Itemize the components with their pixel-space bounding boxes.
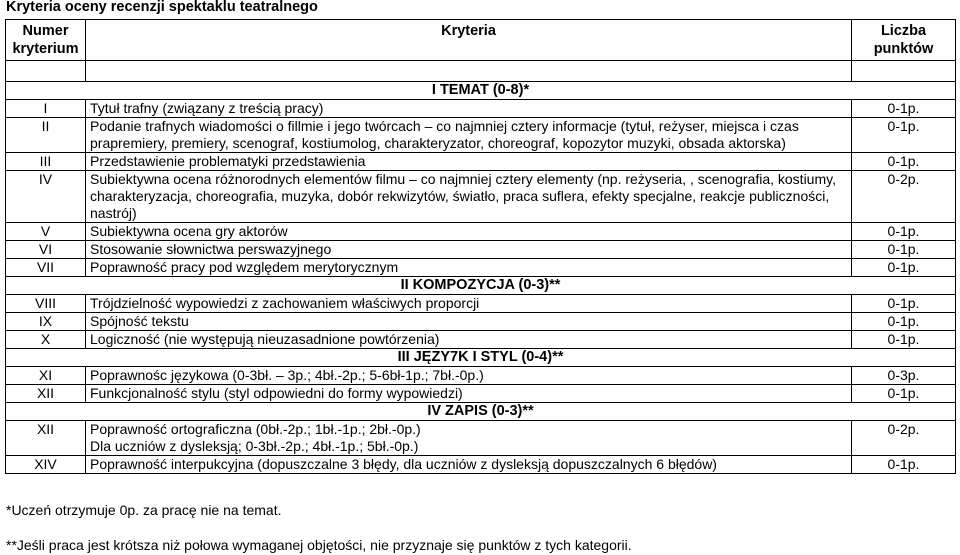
- section-row: [6, 82, 956, 100]
- criterion-num: IV: [6, 171, 86, 223]
- criterion-text: Funkcjonalność stylu (styl odpowiedni do formy wypowiedzi): [86, 385, 852, 403]
- criteria-table: [5, 19, 956, 474]
- footnote-topic: *Uczeń otrzymuje 0p. za pracę nie na temat.: [6, 502, 282, 518]
- criterion-num: III: [6, 153, 86, 171]
- criterion-num: VII: [6, 259, 86, 277]
- table-row: [6, 241, 956, 259]
- criterion-points: 0-1p.: [852, 385, 956, 403]
- criterion-num: V: [6, 223, 86, 241]
- criterion-points: 0-1p.: [852, 100, 956, 118]
- criterion-text: Przedstawienie problematyki przedstawienia: [86, 153, 852, 171]
- header-criteria: Kryteria: [86, 20, 852, 61]
- criterion-text: Poprawność interpukcyjna (dopuszczalne 3 błędy, dla uczniów z dysleksją dopuszczalnych 6 błędów): [86, 456, 852, 474]
- table-header-row: [6, 20, 956, 61]
- criterion-text: Subiektywna ocena gry aktorów: [86, 223, 852, 241]
- criterion-points: 0-1p.: [852, 223, 956, 241]
- criterion-text-dyslexia: Dla uczniów z dysleksją; 0-3bł.-2p.; 4bł.-1p.; 5bł.-0p.): [90, 438, 419, 454]
- blank-row: [6, 61, 956, 82]
- section-label: III JĘZY7K I STYL (0-4)**: [6, 349, 956, 367]
- criterion-text: Poprawność ortograficzna (0bł.-2p.; 1bł.-1p.; 2bł.-0p.): [90, 421, 421, 437]
- criterion-points: 0-1p.: [852, 118, 956, 153]
- table-row: [6, 456, 956, 474]
- criterion-text: Poprawność pracy pod względem merytorycznym: [86, 259, 852, 277]
- criterion-num: VI: [6, 241, 86, 259]
- criterion-num: II: [6, 118, 86, 153]
- table-row: [6, 118, 956, 153]
- section-label: I TEMAT (0-8)*: [6, 82, 956, 100]
- page-title: Kryteria oceny recenzji spektaklu teatralnego: [6, 0, 318, 15]
- criterion-num: XIV: [6, 456, 86, 474]
- table-row: [6, 421, 956, 456]
- table-row: [6, 313, 956, 331]
- criterion-points: 0-1p.: [852, 331, 956, 349]
- header-points: Liczba punktów: [852, 20, 956, 61]
- criterion-text-cell: [86, 421, 852, 456]
- table-row: [6, 367, 956, 385]
- criterion-points: 0-2p.: [852, 171, 956, 223]
- section-row: [6, 277, 956, 295]
- criterion-num: XI: [6, 367, 86, 385]
- criterion-points: 0-1p.: [852, 313, 956, 331]
- table-row: [6, 259, 956, 277]
- criterion-points: 0-2p.: [852, 421, 956, 456]
- criterion-num: XII: [6, 421, 86, 456]
- criterion-points: 0-1p.: [852, 241, 956, 259]
- criterion-text: Logiczność (nie występują nieuzasadnione powtórzenia): [86, 331, 852, 349]
- table-row: [6, 153, 956, 171]
- section-label: II KOMPOZYCJA (0-3)**: [6, 277, 956, 295]
- criterion-num: I: [6, 100, 86, 118]
- criterion-text: Trójdzielność wypowiedzi z zachowaniem właściwych proporcji: [86, 295, 852, 313]
- criterion-points: 0-1p.: [852, 259, 956, 277]
- criterion-text: Poprawnośc językowa (0-3bł. – 3p.; 4bł.-2p.; 5-6bł-1p.; 7bł.-0p.): [86, 367, 852, 385]
- table-row: [6, 223, 956, 241]
- criterion-text: Tytuł trafny (związany z treścią pracy): [86, 100, 852, 118]
- table-row: [6, 385, 956, 403]
- criterion-num: X: [6, 331, 86, 349]
- table-row: [6, 171, 956, 223]
- section-row: [6, 403, 956, 421]
- criterion-text: Podanie trafnych wiadomości o fillmie i jego twórcach – co najmniej cztery informacje (tytuł, reżyser, miejsca i czas prapremiery, premiery, scenograf, kostiumolog, charakteryzator, choreograf, kopozytor muzyki, obsada aktorska): [86, 118, 852, 153]
- criterion-text: Subiektywna ocena różnorodnych elementów filmu – co najmniej cztery elementy (np. reżyseria, , scenografia, kostiumy, charakteryzacja, choreografia, muzyka, dobór rekwizytów, światło, praca suflera, efekty specjalne, reakcje publiczności, nastrój): [86, 171, 852, 223]
- criterion-points: 0-3p.: [852, 367, 956, 385]
- criterion-points: 0-1p.: [852, 295, 956, 313]
- criterion-points: 0-1p.: [852, 153, 956, 171]
- criterion-points: 0-1p.: [852, 456, 956, 474]
- criterion-num: XII: [6, 385, 86, 403]
- section-label: IV ZAPIS (0-3)**: [6, 403, 956, 421]
- criterion-num: VIII: [6, 295, 86, 313]
- table-row: [6, 295, 956, 313]
- criterion-text: Spójność tekstu: [86, 313, 852, 331]
- footnote-length: **Jeśli praca jest krótsza niż połowa wymaganej objętości, nie przyznaje się punktów z tych kategorii.: [6, 537, 632, 553]
- criterion-text: Stosowanie słownictwa perswazyjnego: [86, 241, 852, 259]
- criterion-num: IX: [6, 313, 86, 331]
- section-row: [6, 349, 956, 367]
- header-num: Numer kryterium: [6, 20, 86, 61]
- table-row: [6, 331, 956, 349]
- table-row: [6, 100, 956, 118]
